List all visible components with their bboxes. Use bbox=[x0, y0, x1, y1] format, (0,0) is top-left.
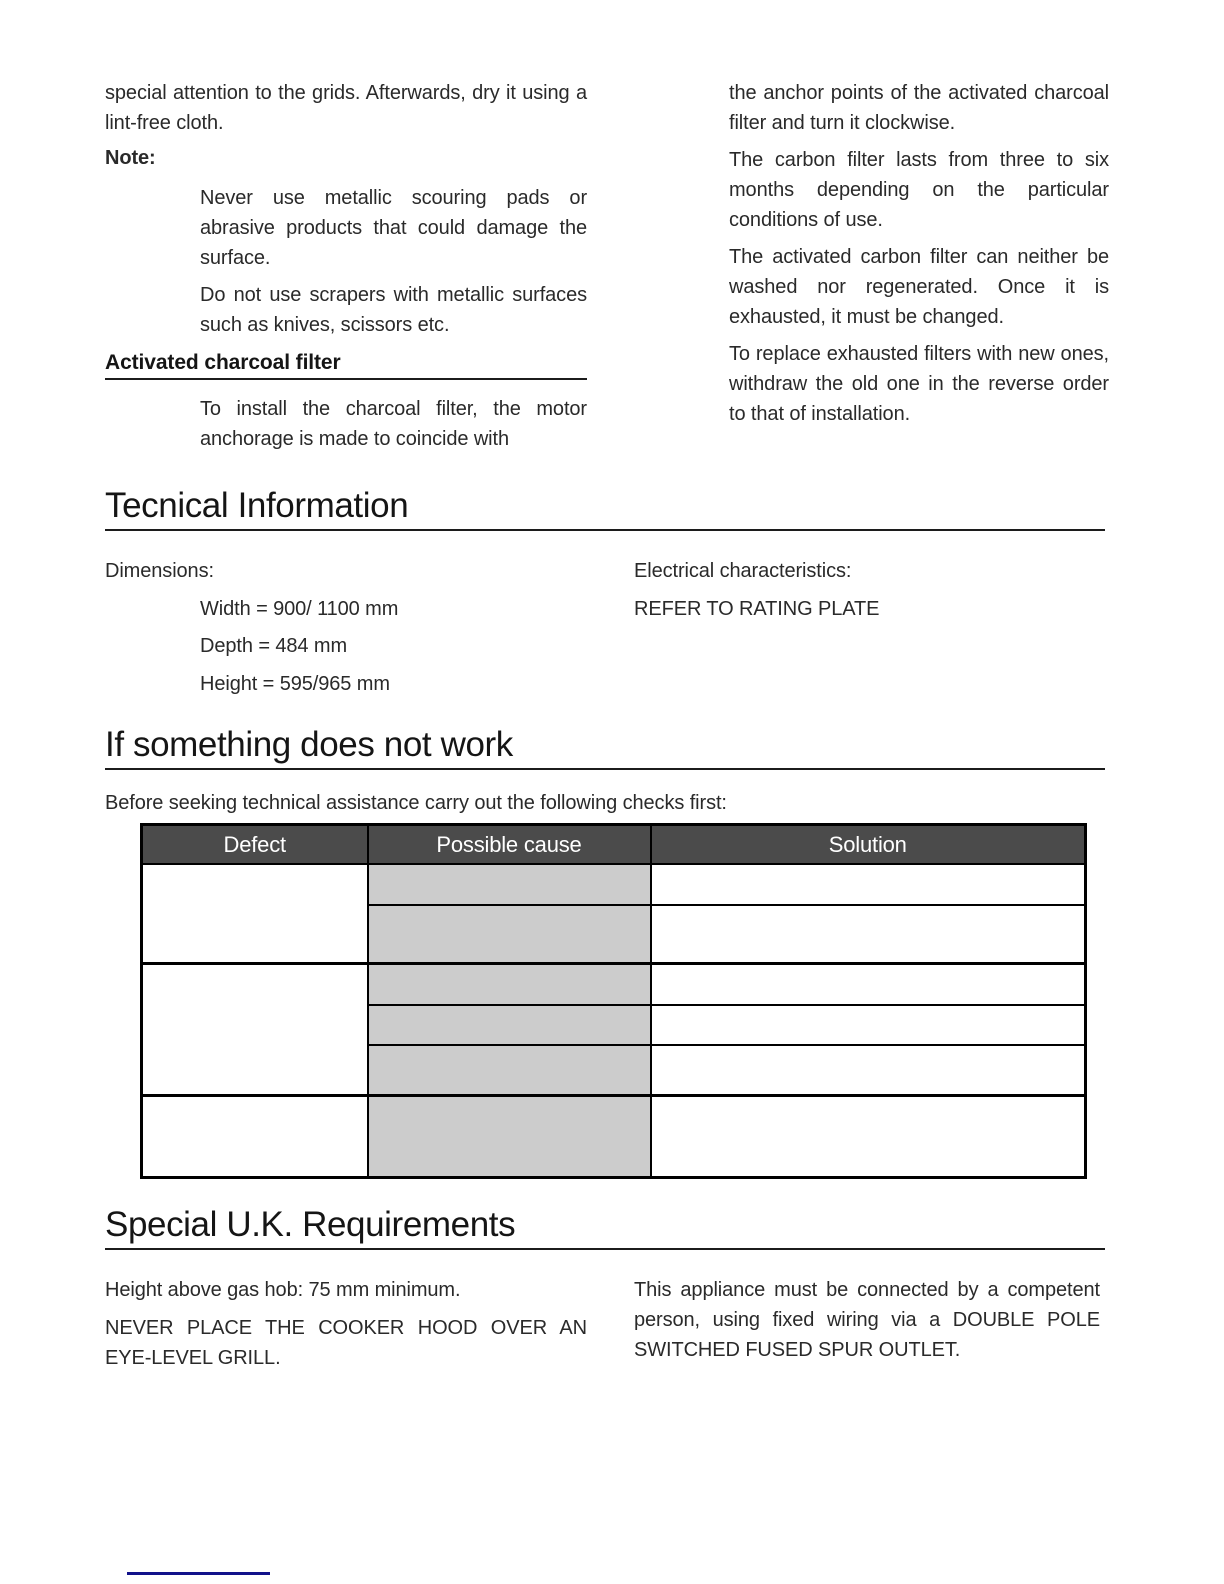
paragraph-replace-filters: To replace exhausted filters with new ones, withdraw the old one in the reverse order to that of installation. bbox=[729, 343, 1109, 425]
cause-cell bbox=[368, 905, 651, 964]
uk-left-column bbox=[105, 1275, 587, 1381]
charcoal-filter-subheading: Activated charcoal filter bbox=[105, 351, 587, 380]
defect-column-header: Defect bbox=[142, 825, 368, 865]
troubleshooting-intro: Before seeking technical assistance carry out the following checks first: bbox=[105, 792, 727, 814]
troubleshooting-table bbox=[140, 823, 1087, 1179]
note-label: Note: bbox=[105, 147, 156, 169]
solution-column-header: Solution bbox=[651, 825, 1086, 865]
dimension-width: Width = 900/ 1100 mm bbox=[200, 598, 399, 620]
maintenance-left-column bbox=[105, 78, 587, 454]
paragraph-filter-lifetime: The carbon filter lasts from three to six months depending on the particular conditions of use. bbox=[729, 149, 1109, 231]
dimensions-label: Dimensions: bbox=[105, 560, 214, 582]
paragraph-drying: special attention to the grids. Afterwards, dry it using a lint-free cloth. bbox=[105, 82, 587, 134]
paragraph-install-charcoal: To install the charcoal filter, the motor anchorage is made to coincide with bbox=[200, 398, 587, 450]
cause-cell bbox=[368, 1096, 651, 1178]
maintenance-right-column bbox=[729, 78, 1109, 436]
defect-cell bbox=[142, 1096, 368, 1178]
footer-rule bbox=[127, 1572, 270, 1575]
cause-cell bbox=[368, 1005, 651, 1045]
uk-right-column bbox=[634, 1275, 1100, 1365]
table-row bbox=[142, 1096, 1086, 1178]
cause-cell bbox=[368, 1045, 651, 1096]
table-header-row bbox=[142, 825, 1086, 865]
cause-cell bbox=[368, 864, 651, 905]
table-row bbox=[142, 864, 1086, 905]
paragraph-wiring: This appliance must be connected by a competent person, using fixed wiring via a DOUBLE POLE SWITCHED FUSED SPUR OUTLET. bbox=[634, 1279, 1100, 1361]
uk-requirements-heading: Special U.K. Requirements bbox=[105, 1205, 1105, 1250]
solution-cell bbox=[651, 964, 1086, 1006]
troubleshooting-heading: If something does not work bbox=[105, 725, 1105, 770]
solution-cell bbox=[651, 1005, 1086, 1045]
electrical-rating-value: REFER TO RATING PLATE bbox=[634, 598, 880, 620]
note-paragraph-scouring: Never use metallic scouring pads or abrasive products that could damage the surface. bbox=[200, 187, 587, 269]
dimension-depth: Depth = 484 mm bbox=[200, 635, 348, 657]
paragraph-filter-not-washable: The activated carbon filter can neither be washed nor regenerated. Once it is exhausted, it must be changed. bbox=[729, 246, 1109, 328]
defect-cell bbox=[142, 864, 368, 964]
table-row bbox=[142, 964, 1086, 1006]
note-paragraph-scrapers: Do not use scrapers with metallic surfaces such as knives, scissors etc. bbox=[200, 284, 587, 336]
defect-cell bbox=[142, 964, 368, 1096]
paragraph-never-place: NEVER PLACE THE COOKER HOOD OVER AN EYE-LEVEL GRILL. bbox=[105, 1317, 587, 1369]
solution-cell bbox=[651, 1045, 1086, 1096]
solution-cell bbox=[651, 864, 1086, 905]
possible-cause-column-header: Possible cause bbox=[368, 825, 651, 865]
paragraph-anchor-points: the anchor points of the activated charcoal filter and turn it clockwise. bbox=[729, 82, 1109, 134]
paragraph-gas-hob-height: Height above gas hob: 75 mm minimum. bbox=[105, 1279, 461, 1301]
cause-cell bbox=[368, 964, 651, 1006]
electrical-characteristics-label: Electrical characteristics: bbox=[634, 560, 852, 582]
technical-information-heading: Tecnical Information bbox=[105, 486, 1105, 531]
dimension-height: Height = 595/965 mm bbox=[200, 673, 390, 695]
solution-cell bbox=[651, 905, 1086, 964]
solution-cell bbox=[651, 1096, 1086, 1178]
